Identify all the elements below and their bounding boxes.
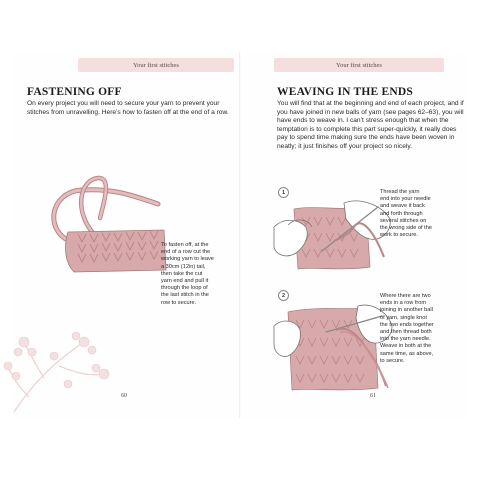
step-1-caption: Thread the yarn end into your needle and weave it back and forth through several stitches on the wrong side of the work to secure.	[380, 189, 432, 239]
step-2-number: 2	[278, 290, 289, 301]
left-intro-text: On every project you will need to secure your yarn to prevent your stitches from unravelling. Here’s how to fasten off at the end of a row.	[27, 100, 229, 116]
left-page	[14, 52, 236, 418]
right-page-title: WEAVING IN THE ENDS	[277, 86, 413, 98]
left-caption: To fasten off, at the end of a row cut the working yarn to leave a 30cm (12in) tail, then take the cut yarn end and pull it through the loop of the last stitch in the row to secure.	[161, 242, 214, 306]
page-gutter	[239, 52, 241, 418]
step-2-caption: Where there are two ends in a row from joining in another ball of yarn, single knot the two ends together and then thread both into the yarn needle. Weave in both at the same time, as above, to secure.	[380, 293, 434, 364]
fastening-off-illustration	[34, 172, 174, 262]
left-page-title: FASTENING OFF	[27, 86, 122, 98]
right-header-tab: Your first stitches	[274, 58, 444, 72]
right-page	[244, 52, 466, 418]
right-intro-text: You will find that at the beginning and end of each project, and if you have joined in new balls of yarn (see pages 62–63), you will have ends to weave in. I can’t stress enough that when the temptation is to complete this part super-quickly, it really does pay to spend time making sure the ends have been woven in neatly; it just finishes off your project so nicely.	[277, 100, 464, 150]
left-header-tab: Your first stitches	[78, 58, 234, 72]
weaving-step-2-illustration	[274, 302, 392, 394]
step-1-number: 1	[278, 187, 289, 198]
right-page-number: 61	[370, 392, 376, 399]
berry-branch-decoration	[4, 322, 124, 412]
left-page-number: 60	[121, 392, 127, 399]
weaving-step-1-illustration	[274, 197, 392, 275]
